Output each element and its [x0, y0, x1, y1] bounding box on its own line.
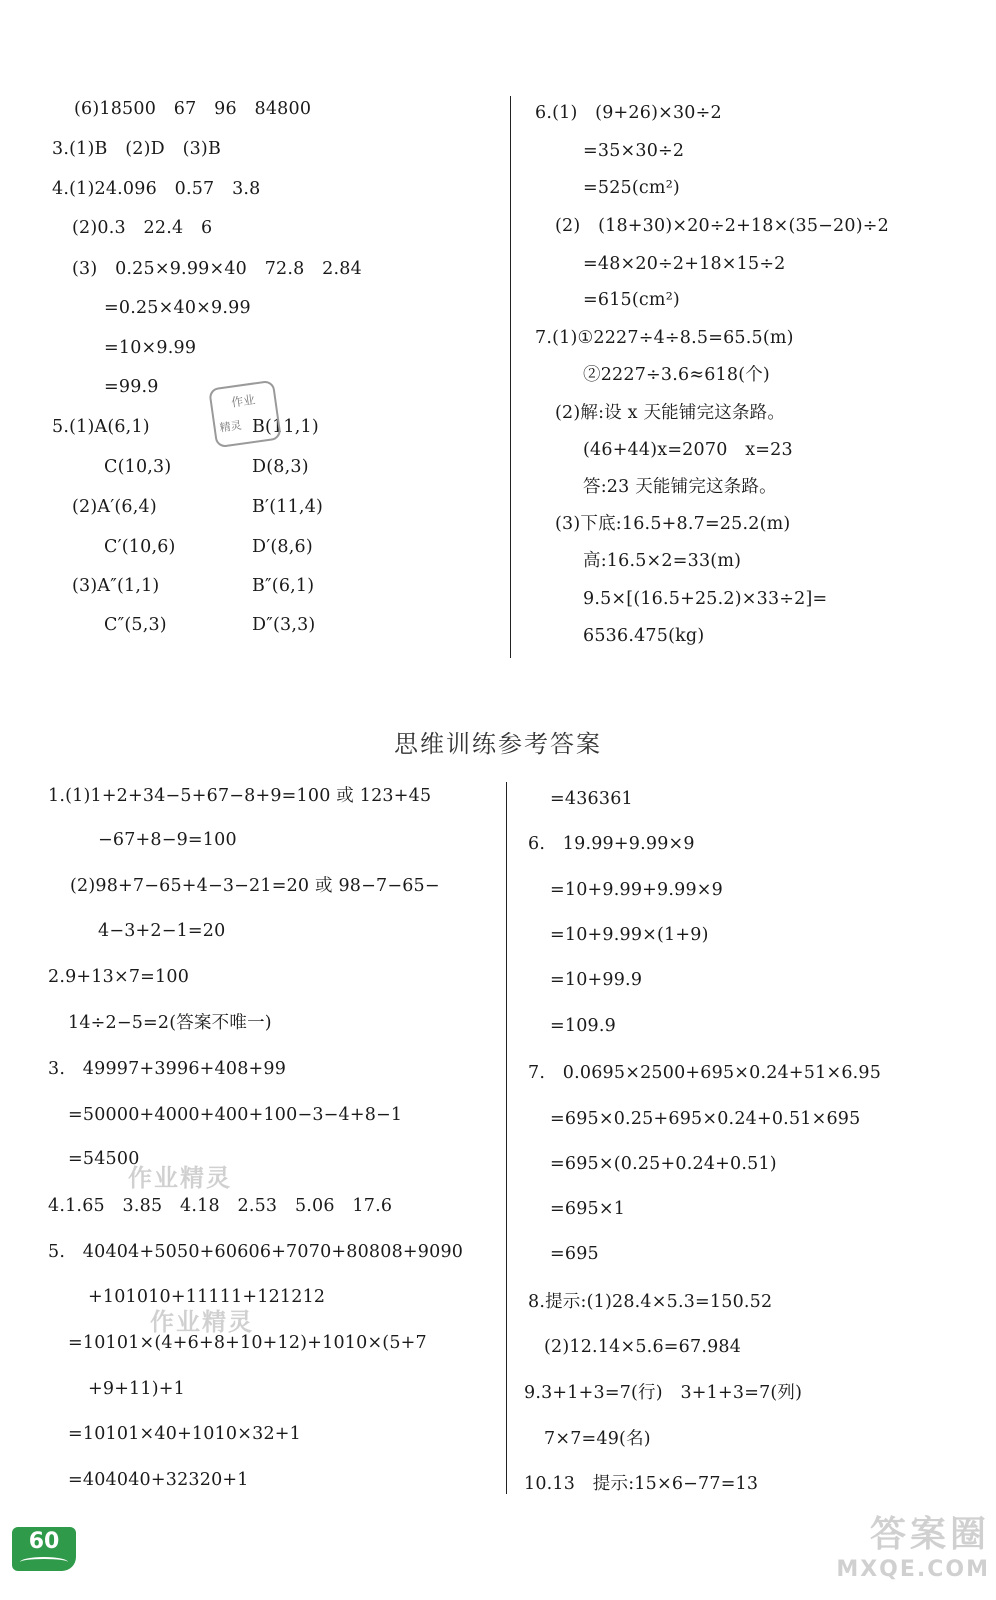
- answer-line: C′(10,6): [104, 537, 176, 557]
- answer-line: =436361: [550, 789, 633, 809]
- section-title: 思维训练参考答案: [394, 730, 602, 758]
- answer-line: =10+9.99+9.99×9: [550, 880, 723, 900]
- answer-line: 高:16.5×2=33(m): [583, 551, 742, 571]
- answer-line: 2.9+13×7=100: [48, 967, 190, 987]
- answer-line: 8.提示:(1)28.4×5.3=150.52: [528, 1292, 773, 1312]
- answer-line: −67+8−9=100: [98, 830, 237, 850]
- answer-line: 10.13 提示:15×6−77=13: [524, 1474, 759, 1494]
- answer-line: (6)18500 67 96 84800: [74, 99, 312, 119]
- answer-line: =615(cm²): [583, 290, 680, 310]
- answer-line: =695×1: [550, 1199, 626, 1219]
- column-divider: [506, 782, 507, 1494]
- answer-line: 6536.475(kg): [583, 626, 705, 646]
- answer-line: 1.(1)1+2+34−5+67−8+9=100 或 123+45: [48, 786, 432, 806]
- answer-line: (2) (18+30)×20÷2+18×(35−20)÷2: [555, 216, 889, 236]
- answer-line: 6.(1) (9+26)×30÷2: [535, 103, 722, 123]
- answer-line: 4−3+2−1=20: [98, 921, 226, 941]
- stamp-text: 精灵: [218, 418, 243, 435]
- answer-line: (2)解:设 x 天能铺完这条路。: [555, 403, 786, 423]
- answer-line: 7.(1)①2227÷4÷8.5=65.5(m): [535, 328, 794, 348]
- answer-line: =35×30÷2: [583, 141, 685, 161]
- answer-line: D(8,3): [252, 457, 309, 477]
- answer-line: +101010+11111+121212: [88, 1287, 326, 1307]
- answer-line: B′(11,4): [252, 497, 324, 517]
- answer-line: (46+44)x=2070 x=23: [583, 440, 793, 460]
- answer-line: 9.5×[(16.5+25.2)×33÷2]=: [583, 589, 828, 609]
- answer-line: 6. 19.99+9.99×9: [528, 834, 695, 854]
- answer-line: =695×(0.25+0.24+0.51): [550, 1154, 777, 1174]
- answer-line: (3)A″(1,1): [72, 576, 160, 596]
- answer-line: 3.(1)B (2)D (3)B: [52, 139, 222, 159]
- answer-line: 7×7=49(名): [544, 1429, 651, 1449]
- answer-line: C(10,3): [104, 457, 172, 477]
- book-icon: [20, 1557, 68, 1567]
- answer-line: =10101×40+1010×32+1: [68, 1424, 301, 1444]
- homework-stamp: [208, 380, 282, 449]
- answer-line: ②2227÷3.6≈618(个): [583, 365, 770, 385]
- answer-line: +9+11)+1: [88, 1379, 185, 1399]
- answer-line: (3)下底:16.5+8.7=25.2(m): [555, 514, 791, 534]
- answer-line: C″(5,3): [104, 615, 167, 635]
- answer-line: B″(6,1): [252, 576, 315, 596]
- answer-line: =695: [550, 1244, 599, 1264]
- answer-line: D″(3,3): [252, 615, 316, 635]
- answer-line: (3) 0.25×9.99×40 72.8 2.84: [72, 259, 362, 279]
- answer-line: 14÷2−5=2(答案不唯一): [68, 1013, 272, 1033]
- answer-line: (2)12.14×5.6=67.984: [544, 1337, 742, 1357]
- answer-line: =99.9: [104, 377, 159, 397]
- watermark-url: MXQE.COM: [836, 1557, 990, 1582]
- answer-line: 4.(1)24.096 0.57 3.8: [52, 179, 261, 199]
- answer-line: =109.9: [550, 1016, 616, 1036]
- stamp-text: 作业: [230, 392, 257, 410]
- watermark: 作业精灵: [150, 1308, 254, 1336]
- answer-line: =525(cm²): [583, 178, 680, 198]
- answer-line: =48×20÷2+18×15÷2: [583, 254, 786, 274]
- answer-line: D′(8,6): [252, 537, 313, 557]
- watermark: 作业精灵: [128, 1164, 232, 1192]
- answer-line: (2)A′(6,4): [72, 497, 157, 517]
- answer-line: (2)98+7−65+4−3−21=20 或 98−7−65−: [70, 876, 440, 896]
- answer-line: 7. 0.0695×2500+695×0.24+51×6.95: [528, 1063, 882, 1083]
- answer-line: =10+99.9: [550, 970, 643, 990]
- answer-line: 5.(1)A(6,1): [52, 417, 150, 437]
- column-divider: [510, 96, 511, 658]
- answer-line: =0.25×40×9.99: [104, 298, 251, 318]
- site-watermark: [836, 1506, 990, 1582]
- answer-line: 5. 40404+5050+60606+7070+80808+9090: [48, 1242, 464, 1262]
- answer-line: B(11,1): [252, 417, 319, 437]
- answer-line: (2)0.3 22.4 6: [72, 218, 213, 238]
- answer-line: =404040+32320+1: [68, 1470, 249, 1490]
- answer-line: 4.1.65 3.85 4.18 2.53 5.06 17.6: [48, 1196, 393, 1216]
- answer-line: =10101×(4+6+8+10+12)+1010×(5+7: [68, 1333, 427, 1353]
- answer-line: 答:23 天能铺完这条路。: [583, 477, 777, 497]
- answer-line: =10×9.99: [104, 338, 197, 358]
- page-number: 60: [28, 1529, 60, 1554]
- answer-line: 3. 49997+3996+408+99: [48, 1059, 287, 1079]
- answer-line: =695×0.25+695×0.24+0.51×695: [550, 1109, 861, 1129]
- answer-line: 9.3+1+3=7(行) 3+1+3=7(列): [524, 1383, 803, 1403]
- answer-line: =54500: [68, 1149, 140, 1169]
- page-number-badge: [12, 1527, 76, 1571]
- answer-line: =10+9.99×(1+9): [550, 925, 709, 945]
- watermark-logo-text: 答案圈: [869, 1514, 990, 1555]
- answer-line: =50000+4000+400+100−3−4+8−1: [68, 1105, 403, 1125]
